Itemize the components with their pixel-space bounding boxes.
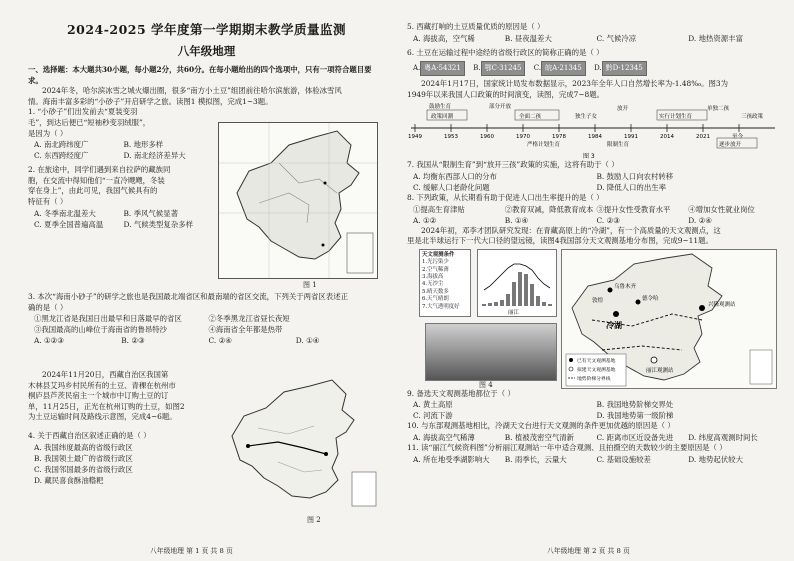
option[interactable]: D. 气候类型复杂多样: [123, 219, 193, 229]
precipitation-bar: [548, 304, 552, 306]
option[interactable]: B. 季风气候显著: [123, 208, 178, 218]
license-plate-option[interactable]: 鄂C·31245: [481, 61, 526, 76]
option[interactable]: B. ②③: [121, 336, 145, 346]
option[interactable]: B. ①④: [504, 215, 529, 225]
statement: ④增加女性就业岗位: [688, 204, 755, 214]
conditions-title: 天文观测条件: [422, 251, 455, 258]
question-7: 7. 我国从“限制生育”到“放开三孩”政策的实施，这将有助于（ ）: [407, 160, 619, 170]
timeline-label: 三孩政策: [741, 114, 764, 121]
question-1-options: [28, 150, 213, 161]
map-label: 兴隆观测站: [708, 301, 736, 308]
option[interactable]: C. 距离市区近设备先进: [596, 432, 674, 442]
precipitation-bar: [500, 300, 504, 306]
option[interactable]: B. 鼓励人口向农村转移: [596, 171, 674, 181]
statement: ③我国最高的山峰位于海南省的鲁昂特沙: [34, 325, 168, 335]
option[interactable]: C. 夏季全国普遍高温: [34, 219, 104, 229]
option[interactable]: C. 东西跨经度广: [34, 151, 89, 161]
question-8-statements: [407, 204, 780, 215]
question-4: 4. 关于西藏自治区叙述正确的是（ ）: [28, 430, 151, 440]
option[interactable]: B. 植被茂密空气清新: [504, 432, 575, 442]
condition-item: 4.无沙尘: [422, 281, 444, 288]
question-3-statements: [28, 324, 383, 335]
intro-4-line: 桐庐县芦茨民宿主一个城市中订购土豆的订: [28, 391, 169, 401]
timeline-label: 部分开放: [489, 104, 512, 111]
timeline-label: 单独二孩: [707, 106, 730, 113]
question-3: 确的是（ ）: [28, 302, 68, 312]
timeline-year: 1960: [480, 134, 494, 141]
timeline-year: 2021: [696, 134, 710, 141]
exam-title: 2024-2025 学年度第一学期期末教学质量监测: [66, 22, 347, 37]
option[interactable]: C. 缓解人口老龄化问题: [413, 182, 490, 192]
option[interactable]: A. ①②③: [34, 336, 64, 346]
timeline-label: 放开: [617, 106, 629, 113]
intro-4-line: 为土豆运输时间及路线示意图，完成4~6题。: [28, 412, 177, 422]
condition-item: 5.晴天数多: [422, 288, 449, 295]
timeline-year: 1949: [408, 134, 422, 141]
statement: ①黑龙江省是我国日出最早和日落最早的省区: [34, 314, 182, 324]
timeline-label: 全面二孩: [519, 114, 542, 121]
question-3-options: [28, 335, 383, 346]
timeline-year: 至今: [732, 134, 744, 141]
legend-item: 已有天文观测基地: [577, 358, 616, 364]
page-footer: 八年级地理 第 2 页 共 8 页: [547, 547, 630, 555]
question-3-statements: [28, 313, 383, 324]
option[interactable]: D. 南北经济差异大: [123, 151, 186, 161]
climate-chart-label: 丽江: [508, 309, 520, 316]
statement: ③提升女性受教育水平: [596, 204, 671, 214]
question-8-options: [407, 215, 780, 226]
question-2-options: [28, 208, 213, 219]
exam-subject: 八年级地理: [177, 44, 236, 58]
option[interactable]: B. 地形多样: [123, 140, 164, 150]
question-11: 11. 读“丽江气候资料图”分析丽江观测站一年中适合观测、且拍摄空的天数较少的主要原因是（ ）: [407, 442, 727, 452]
option[interactable]: D. 我国地势第一级阶梯: [596, 411, 674, 421]
question-2: 穿在身上”，由此可见，我国气候具有的: [28, 186, 158, 196]
precipitation-bar: [506, 294, 510, 306]
legend-item: 拟建天文观测基地: [577, 367, 616, 373]
timeline-label: 政策回潮: [431, 114, 454, 121]
option[interactable]: D. ①④: [295, 336, 320, 346]
precipitation-bar: [512, 282, 516, 306]
intro-4-line: 2024年11月20日，西藏自治区我国第: [42, 370, 169, 379]
question-8: 8. 下列政策，从长期看有助于促进人口出生率提升的是（ ）: [407, 192, 604, 202]
precipitation-bar: [524, 274, 528, 306]
china-map-1: [219, 123, 377, 278]
intro-4-line: 单，11月25日，正光在杭州订购的土豆，如图2: [28, 401, 185, 411]
statement: ①提高生育津贴: [413, 204, 465, 214]
option[interactable]: A. 冬季南北温差大: [34, 208, 96, 218]
license-plate-option[interactable]: 黔D·12345: [602, 61, 647, 76]
statement: ②冬季黑龙江省昼长夜短: [208, 314, 290, 324]
figure-1-map: [218, 122, 378, 279]
page-right: [397, 0, 794, 561]
intro-4-line: 木林县艾玛乡村民所有的土豆、青稞在杭州市: [28, 380, 176, 390]
timeline-label: 独生子女: [575, 114, 598, 121]
question-6: 6. 土豆在运输过程中途经的省级行政区的简称正确的是（ ）: [407, 47, 604, 57]
question-7-options: [407, 182, 780, 193]
page-footer: 八年级地理 第 1 页 共 8 页: [150, 547, 233, 555]
observatory-map: [561, 249, 777, 389]
map-label: 乌鲁木齐: [614, 283, 637, 290]
question-9-options: [407, 399, 780, 410]
condition-item: 6.天气晴朗: [422, 296, 449, 303]
timeline-label: 限制生育: [607, 142, 630, 149]
question-10: 10. 与东部观测基地相比，冷湖天文台进行天文观测的条件更加优越的原因是（ ）: [407, 421, 675, 431]
intro-1-line: 2024年冬，哈尔滨冰雪之城火爆出圈，很多“南方小土豆”组团前往哈尔滨旅游，体验冰雪风: [42, 86, 342, 96]
precipitation-bar: [518, 272, 522, 306]
statement: ④海南省全年都是热带: [208, 325, 283, 335]
figure-4: [407, 249, 780, 389]
question-6-options: A. 粤A·54321 B. 鄂C·31245 C. 皖A·21345 D. 黔D·12345: [407, 61, 780, 76]
intro-1-line: 情。海南丰富多彩的“小砂子”开启研学之旅。读图1 模拟图，完成1~3题。: [28, 96, 273, 106]
precipitation-bar: [488, 303, 492, 306]
option[interactable]: A. 南北跨纬度广: [34, 140, 89, 150]
figure-2-map: [218, 376, 380, 510]
option[interactable]: C. 河流下游: [413, 411, 453, 421]
question-10-options: [407, 432, 780, 443]
map-label: 德令哈: [642, 295, 659, 302]
question-9: 9. 备选天文观测基地都位于（ ）: [407, 388, 515, 398]
option[interactable]: C. ②④: [208, 336, 232, 346]
map-label: 丽江观测站: [646, 367, 674, 374]
condition-item: 3.海拔高: [422, 273, 444, 280]
precipitation-bar: [494, 302, 498, 306]
option[interactable]: D. 藏民喜食酥油糌粑: [34, 475, 104, 485]
option[interactable]: A. 所在地受季湖影响大: [413, 454, 490, 464]
figure-2-caption: 图 2: [307, 516, 321, 524]
intro-7-line: 2024年1月17日，国家统计局发布数据显示，2023年全年人口自然增长率为-1.48‰。图3为: [421, 79, 729, 89]
timeline-label: 实行计划生育: [659, 114, 693, 121]
precipitation-bar: [536, 296, 540, 306]
condition-item: 1.光污染少: [422, 259, 449, 266]
statement: ②教育双减，降低教育成本: [504, 204, 594, 214]
question-1-options: [28, 139, 213, 150]
intro-9-line: 里是北半球运行下一代大口径的望远镜，读图4我国部分天文观测基地分布图，完成9~11题。: [407, 236, 713, 246]
option[interactable]: B. 我国领土最广的省级行政区: [34, 453, 133, 463]
legend-item: 地势阶梯分界线: [577, 376, 611, 382]
timeline-year: 1991: [624, 134, 638, 141]
question-9-options: [407, 410, 780, 421]
intro-9-line: 2024年初，邓李才团队研究发现：在青藏高原上的“冷湖”，有一个高质量的天文观测点，这: [421, 225, 721, 235]
timeline-label: 鼓励生育: [429, 104, 452, 111]
question-5-options: [407, 33, 780, 44]
observatory-photo: [425, 323, 557, 381]
option[interactable]: D. 纬度高观测时间长: [688, 432, 758, 442]
option[interactable]: C. ②③: [596, 215, 620, 225]
option[interactable]: B. 昼夜温差大: [504, 33, 552, 43]
question-1: 1. “小砂子”们出发前去“夏装变羽: [28, 107, 138, 117]
question-2: 2. 在旅途中，同学们遇到来自拉萨的藏族同: [28, 165, 171, 175]
option[interactable]: A. 海拔高空气稀薄: [413, 432, 475, 442]
timeline-label: 严格计划生育: [527, 142, 561, 149]
question-5: 5. 西藏打响的土豆质量优质的原因是（ ）: [407, 22, 545, 31]
option[interactable]: D. ②④: [688, 215, 712, 225]
option[interactable]: C. 基础设施较差: [596, 454, 651, 464]
option[interactable]: B. 我国地势阶梯交界处: [596, 400, 674, 410]
option[interactable]: A. 海拔高，空气稀: [413, 33, 475, 43]
map-label: 冷湖: [606, 320, 622, 330]
figure-3-caption: 图 3: [583, 153, 595, 161]
observation-conditions-box: [419, 249, 471, 317]
figure-1-caption: 图 1: [303, 281, 317, 289]
option[interactable]: D. 地势起伏较大: [688, 454, 743, 464]
question-1: 是因为（ ）: [28, 128, 68, 138]
license-plate-option[interactable]: 皖A·21345: [541, 61, 586, 76]
question-2: 特征有（ ）: [28, 196, 68, 206]
option[interactable]: C. 我国邻国最多的省级行政区: [34, 464, 133, 474]
precipitation-bar: [530, 284, 534, 306]
license-plate-option[interactable]: 粤A·54321: [420, 61, 465, 76]
question-7-options: [407, 171, 780, 182]
timeline-year: 2014: [660, 134, 674, 141]
condition-item: 2.空气稀薄: [422, 266, 449, 273]
china-route-map: [218, 376, 380, 510]
question-2-options: [28, 219, 213, 230]
precipitation-bar: [542, 302, 546, 306]
question-2: 胞，在交流中得知他们“一直冷飕飕，冬装: [28, 175, 165, 185]
question-1: 毛”，到达后便已“短袖秒变羽绒服”，: [28, 117, 151, 127]
intro-7-line: 1949年以来我国人口政策的时间演变，读图，完成7~8题。: [407, 89, 605, 99]
precipitation-bar: [482, 304, 486, 306]
option[interactable]: A. 我国纬度最高的省级行政区: [34, 442, 133, 452]
option[interactable]: A. ①②: [413, 215, 437, 225]
option[interactable]: C. 气候冷凉: [596, 33, 637, 43]
lijiang-climate-chart: [477, 249, 557, 317]
timeline-label: 逐步放开: [719, 142, 742, 149]
condition-item: 7.大气透明度好: [422, 303, 460, 310]
option[interactable]: D. 地热资源丰富: [688, 33, 743, 43]
option[interactable]: D. 降低人口的出生率: [596, 182, 666, 192]
option[interactable]: A. 黄土高原: [413, 400, 453, 410]
timeline-year: 1978: [552, 134, 566, 141]
map-label: 敦煌: [592, 297, 604, 304]
figure-4-caption: 图 4: [479, 380, 493, 389]
option[interactable]: A. 均衡东西部人口的分布: [413, 171, 497, 181]
section-heading: 一、选择题：本大题共30小题，每小题2分，共60分。在每小题给出的四个选项中，只有一项符合题目要求。: [28, 65, 372, 85]
question-11-options: [407, 454, 780, 465]
population-policy-timeline: [407, 102, 779, 160]
timeline-year: 1953: [444, 134, 458, 141]
question-3: 3. 本次“海南小砂子”的研学之旅也是我国最北端省区和最南端的省区交流，下列关于两省区表述正: [28, 292, 348, 301]
timeline-year: 1970: [516, 134, 530, 141]
timeline-year: 1984: [588, 134, 602, 141]
option[interactable]: B. 雨季长，云量大: [504, 454, 567, 464]
